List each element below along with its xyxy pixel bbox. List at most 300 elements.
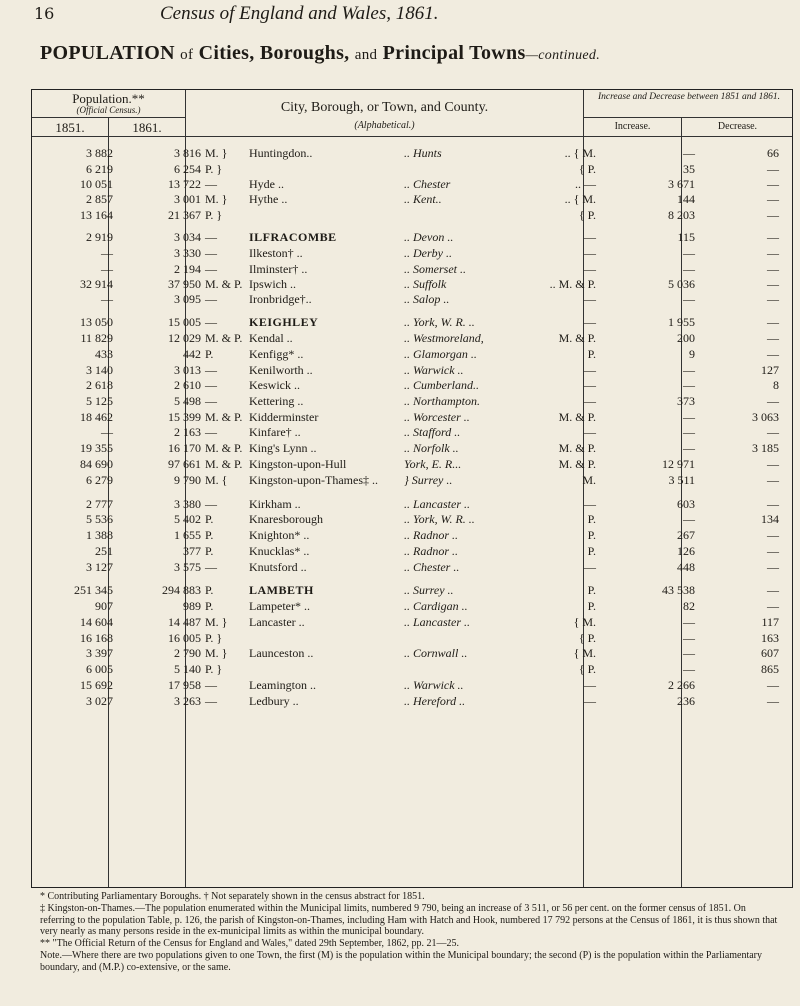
county-name: .. Cardigan .. xyxy=(404,599,468,613)
county-name: .. Derby .. xyxy=(404,246,452,260)
pop-1861: 97 661 xyxy=(168,457,201,471)
decrease-value: 134 xyxy=(761,512,779,526)
pop-1861: 2 194 xyxy=(174,262,201,276)
pop-1851: 16 168 xyxy=(80,631,113,645)
type-prefix: — xyxy=(205,678,217,692)
table-row xyxy=(31,560,793,576)
pop-1851: — xyxy=(101,292,113,306)
borough-type: — xyxy=(584,694,596,708)
pop-1851: 10 051 xyxy=(80,177,113,191)
county-name: .. Suffolk xyxy=(404,277,447,291)
table-row xyxy=(31,615,793,631)
table-row xyxy=(31,230,793,246)
increase-value: — xyxy=(683,246,695,260)
borough-type: — xyxy=(584,425,596,439)
county-name: .. Surrey .. xyxy=(404,583,454,597)
increase-value: — xyxy=(683,512,695,526)
increase-value: 603 xyxy=(677,497,695,511)
pop-1851: 3 882 xyxy=(86,146,113,160)
table-row xyxy=(31,246,793,262)
decrease-value: — xyxy=(767,425,779,439)
decrease-header: Decrease. xyxy=(717,121,758,132)
borough-type: .. — xyxy=(575,177,596,191)
title-rest: Cities, Boroughs, xyxy=(198,42,350,64)
type-prefix: — xyxy=(205,230,217,244)
change-header: Increase and Decrease between 1851 and 1861. xyxy=(597,92,781,102)
borough-type: .. { M. xyxy=(564,192,596,206)
type-prefix: — xyxy=(205,292,217,306)
decrease-value: — xyxy=(767,560,779,574)
increase-value: — xyxy=(683,662,695,676)
pop-1861: 17 958 xyxy=(168,678,201,692)
pop-1861: 3 095 xyxy=(174,292,201,306)
pop-1861: 3 034 xyxy=(174,230,201,244)
borough-type: — xyxy=(584,678,596,692)
title-main: POPULATION xyxy=(40,42,175,64)
borough-type: { M. xyxy=(573,615,596,629)
pop-1861: 13 722 xyxy=(168,177,201,191)
county-name: .. Warwick .. xyxy=(404,363,464,377)
type-prefix: M. & P. xyxy=(205,441,243,455)
increase-value: 35 xyxy=(683,162,695,176)
pop-1851: 3 397 xyxy=(86,646,113,660)
place-name: Kenilworth .. xyxy=(249,363,313,377)
decrease-value: 127 xyxy=(761,363,779,377)
increase-value: 267 xyxy=(677,528,695,542)
table-row xyxy=(31,394,793,410)
increase-value: — xyxy=(683,646,695,660)
borough-type: P. xyxy=(587,347,596,361)
increase-value: 373 xyxy=(677,394,695,408)
pop-1861: 15 399 xyxy=(168,410,201,424)
place-name: Ipswich .. xyxy=(249,277,296,291)
pop-1861: 12 029 xyxy=(168,331,201,345)
pop-1861: 2 790 xyxy=(174,646,201,660)
type-prefix: P. } xyxy=(205,162,223,176)
decrease-value: — xyxy=(767,177,779,191)
pop-1851: 15 692 xyxy=(80,678,113,692)
footnote: ‡ Kingston-on-Thames.—The population enumerated within the Municipal limits, numbered 9 790, being an increase of 3 511, or 56 per cent. on the former census of 1851. On referring to the population Table, p. 126, the parish of Kingston-on-Thames, including Ham with Hatch and Hook, numbered 17 792 persons at the Census of 1861, it is thus shown that very nearly as many persons reside in the ex-municipal limits as within the municipal boundary. xyxy=(40,902,778,938)
decrease-value: — xyxy=(767,694,779,708)
decrease-value: — xyxy=(767,192,779,206)
pop-1851: 6 005 xyxy=(86,662,113,676)
pop-1851: 1 388 xyxy=(86,528,113,542)
pop-1861: 294 883 xyxy=(162,583,201,597)
pop-1851: 251 345 xyxy=(74,583,113,597)
type-prefix: M. } xyxy=(205,615,228,629)
county-name: .. Chester xyxy=(404,177,451,191)
pop-1861: 3 575 xyxy=(174,560,201,574)
footnote: Note.—Where there are two populations given to one Town, the first (M) is the population within the Municipal boundary; the second (P) is the population within the Parliamentary boundary, and (M.P.) co-extensive, or the same. xyxy=(40,949,763,973)
table-row xyxy=(31,262,793,278)
type-prefix: — xyxy=(205,694,217,708)
decrease-value: 3 063 xyxy=(752,410,779,424)
county-name: .. Lancaster .. xyxy=(404,497,470,511)
type-prefix: — xyxy=(205,262,217,276)
pop-1861: 3 263 xyxy=(174,694,201,708)
pop-1851: 32 914 xyxy=(80,277,113,291)
increase-value: 12 971 xyxy=(662,457,695,471)
table-row xyxy=(31,497,793,513)
borough-type: — xyxy=(584,292,596,306)
pop-1851: 6 279 xyxy=(86,473,113,487)
type-prefix: — xyxy=(205,394,217,408)
decrease-value: 8 xyxy=(773,378,779,392)
borough-type: { P. xyxy=(578,208,596,222)
type-prefix: M. } xyxy=(205,146,228,160)
pop-1851: 3 127 xyxy=(86,560,113,574)
decrease-value: — xyxy=(767,331,779,345)
type-prefix: — xyxy=(205,246,217,260)
pop-1851: 18 462 xyxy=(80,410,113,424)
place-name: LAMBETH xyxy=(249,583,314,597)
pop-1861: 3 330 xyxy=(174,246,201,260)
county-name: } Surrey .. xyxy=(404,473,453,487)
increase-value: 126 xyxy=(677,544,695,558)
type-prefix: — xyxy=(205,425,217,439)
pop-1851: 19 355 xyxy=(80,441,113,455)
place-name: Knighton* .. xyxy=(249,528,310,542)
borough-type: — xyxy=(584,246,596,260)
pop-1851: 2 618 xyxy=(86,378,113,392)
pop-1861: 2 163 xyxy=(174,425,201,439)
place-name: Hythe .. xyxy=(249,192,288,206)
borough-type: P. xyxy=(587,599,596,613)
county-name: .. Stafford .. xyxy=(404,425,461,439)
borough-type: — xyxy=(584,497,596,511)
title-and: and xyxy=(354,47,378,63)
pop-1851: 907 xyxy=(95,599,113,613)
pop-1851: 2 777 xyxy=(86,497,113,511)
increase-value: — xyxy=(683,292,695,306)
pop-1861: 3 380 xyxy=(174,497,201,511)
place-name: Ilminster† .. xyxy=(249,262,308,276)
table-row xyxy=(31,528,793,544)
table-row xyxy=(31,208,793,224)
county-name: .. Chester .. xyxy=(404,560,460,574)
pop-1851: 5 125 xyxy=(86,394,113,408)
place-name: Kingston-upon-Hull xyxy=(249,457,347,471)
pop-1851: 3 140 xyxy=(86,363,113,377)
pop-1851: 13 164 xyxy=(80,208,113,222)
row-divider xyxy=(583,117,793,118)
table-row xyxy=(31,599,793,615)
increase-value: — xyxy=(683,146,695,160)
table-row xyxy=(31,363,793,379)
increase-value: 9 xyxy=(689,347,695,361)
pop-1851: 5 536 xyxy=(86,512,113,526)
table-row xyxy=(31,425,793,441)
type-prefix: M. & P. xyxy=(205,457,243,471)
pop-1861: 1 655 xyxy=(174,528,201,542)
borough-type: — xyxy=(584,315,596,329)
borough-type: — xyxy=(584,363,596,377)
title-rest2: Principal Towns xyxy=(382,42,526,64)
county-name: .. Westmoreland, xyxy=(404,331,484,345)
pop-1851: 433 xyxy=(95,347,113,361)
increase-value: — xyxy=(683,441,695,455)
borough-type: M. & P. xyxy=(558,410,596,424)
type-prefix: M. } xyxy=(205,646,228,660)
county-name: York, E. R... xyxy=(404,457,462,471)
table-row xyxy=(31,277,793,293)
pop-1851: 14 604 xyxy=(80,615,113,629)
decrease-value: — xyxy=(767,599,779,613)
type-prefix: P. } xyxy=(205,631,223,645)
increase-value: 5 036 xyxy=(668,277,695,291)
table-row xyxy=(31,678,793,694)
borough-type: { P. xyxy=(578,631,596,645)
increase-value: — xyxy=(683,631,695,645)
decrease-value: 117 xyxy=(761,615,779,629)
pop-1861: 3 001 xyxy=(174,192,201,206)
pop-1861: 15 005 xyxy=(168,315,201,329)
increase-value: 8 203 xyxy=(668,208,695,222)
increase-value: — xyxy=(683,410,695,424)
table-row xyxy=(31,512,793,528)
decrease-value: — xyxy=(767,277,779,291)
pop-1861: 37 950 xyxy=(168,277,201,291)
pop-1851: 13 050 xyxy=(80,315,113,329)
table-row xyxy=(31,457,793,473)
pop-1861: 2 610 xyxy=(174,378,201,392)
pop-1861: 3 013 xyxy=(174,363,201,377)
increase-value: — xyxy=(683,425,695,439)
decrease-value: — xyxy=(767,292,779,306)
borough-type: P. xyxy=(587,583,596,597)
official-census-label: (Official Census.) xyxy=(76,105,141,115)
borough-type: — xyxy=(584,230,596,244)
decrease-value: — xyxy=(767,544,779,558)
borough-type: M. & P. xyxy=(558,331,596,345)
table-row xyxy=(31,177,793,193)
place-name: Keswick .. xyxy=(249,378,300,392)
pop-1861: 16 005 xyxy=(168,631,201,645)
borough-type: — xyxy=(584,378,596,392)
place-name: Kirkham .. xyxy=(249,497,301,511)
pop-1861: 377 xyxy=(183,544,201,558)
borough-type: M. xyxy=(582,473,596,487)
increase-value: 3 671 xyxy=(668,177,695,191)
page-title xyxy=(40,42,600,65)
decrease-value: — xyxy=(767,678,779,692)
decrease-value: 163 xyxy=(761,631,779,645)
city-header: City, Borough, or Town, and County. xyxy=(280,100,489,115)
place-name: Hyde .. xyxy=(249,177,284,191)
increase-value: — xyxy=(683,615,695,629)
place-name: Kendal .. xyxy=(249,331,293,345)
increase-header: Increase. xyxy=(614,121,651,132)
borough-type: P. xyxy=(587,512,596,526)
year-1851-header: 1851. xyxy=(55,120,85,135)
table-row xyxy=(31,583,793,599)
place-name: Kenfigg* .. xyxy=(249,347,304,361)
place-name: Kettering .. xyxy=(249,394,304,408)
county-name: .. Somerset .. xyxy=(404,262,466,276)
footnotes xyxy=(40,891,780,974)
increase-value: — xyxy=(683,363,695,377)
table-row xyxy=(31,146,793,162)
pop-1861: 989 xyxy=(183,599,201,613)
alphabetical-label: (Alphabetical.) xyxy=(354,120,415,131)
county-name: .. Lancaster .. xyxy=(404,615,470,629)
type-prefix: — xyxy=(205,177,217,191)
pop-1851: 3 027 xyxy=(86,694,113,708)
pop-1851: 251 xyxy=(95,544,113,558)
table-row xyxy=(31,162,793,178)
pop-1861: 5 498 xyxy=(174,394,201,408)
county-name: .. Salop .. xyxy=(404,292,450,306)
increase-value: 115 xyxy=(677,230,695,244)
running-head: Census of England and Wales, 1861. xyxy=(160,3,439,24)
place-name: Lancaster .. xyxy=(249,615,305,629)
table-row xyxy=(31,192,793,208)
type-prefix: P. xyxy=(205,528,214,542)
place-name: Leamington .. xyxy=(249,678,316,692)
decrease-value: 3 185 xyxy=(752,441,779,455)
increase-value: 3 511 xyxy=(668,473,695,487)
county-name: .. Kent.. xyxy=(404,192,442,206)
county-name: .. Radnor .. xyxy=(404,544,458,558)
pop-1861: 21 367 xyxy=(168,208,201,222)
borough-type: { M. xyxy=(573,646,596,660)
borough-type: .. { M. xyxy=(564,146,596,160)
county-name: .. York, W. R. .. xyxy=(404,315,475,329)
table-row xyxy=(31,331,793,347)
header-divider xyxy=(32,136,792,137)
table-row xyxy=(31,410,793,426)
increase-value: 448 xyxy=(677,560,695,574)
county-name: .. Worcester .. xyxy=(404,410,470,424)
type-prefix: P. } xyxy=(205,662,223,676)
footnote: * Contributing Parliamentary Boroughs. † Not separately shown in the census abstract for 1851. xyxy=(40,891,425,902)
county-name: .. Hunts xyxy=(404,146,442,160)
place-name: Ilkeston† .. xyxy=(249,246,303,260)
place-name: Ledbury .. xyxy=(249,694,299,708)
footnote: ** "The Official Return of the Census for England and Wales," dated 29th September, 1862, pp. 21—25. xyxy=(40,938,460,950)
type-prefix: M. & P. xyxy=(205,410,243,424)
borough-type: — xyxy=(584,560,596,574)
place-name: Kinfare† .. xyxy=(249,425,301,439)
pop-1851: — xyxy=(101,425,113,439)
borough-type: — xyxy=(584,394,596,408)
pop-1861: 9 790 xyxy=(174,473,201,487)
decrease-value: — xyxy=(767,246,779,260)
borough-type: M. & P. xyxy=(558,441,596,455)
type-prefix: P. xyxy=(205,347,214,361)
borough-type: { P. xyxy=(578,162,596,176)
table-row xyxy=(31,378,793,394)
place-name: Knaresborough xyxy=(249,512,323,526)
decrease-value: — xyxy=(767,230,779,244)
table-row xyxy=(31,662,793,678)
pop-1851: 11 829 xyxy=(80,331,113,345)
pop-1861: 442 xyxy=(183,347,201,361)
decrease-value: — xyxy=(767,162,779,176)
type-prefix: — xyxy=(205,363,217,377)
pop-1851: — xyxy=(101,262,113,276)
county-name: .. York, W. R. .. xyxy=(404,512,475,526)
place-name: Ironbridge†.. xyxy=(249,292,312,306)
borough-type: { P. xyxy=(578,662,596,676)
increase-value: 43 538 xyxy=(662,583,695,597)
title-continued: —continued. xyxy=(525,48,601,63)
type-prefix: — xyxy=(205,560,217,574)
table-row xyxy=(31,441,793,457)
borough-type: .. M. & P. xyxy=(549,277,596,291)
page-number: 16 xyxy=(34,4,55,23)
title-of: of xyxy=(180,47,194,63)
table-row xyxy=(31,694,793,710)
type-prefix: M. & P. xyxy=(205,331,243,345)
type-prefix: P. } xyxy=(205,208,223,222)
decrease-value: — xyxy=(767,262,779,276)
increase-value: — xyxy=(683,378,695,392)
table-row xyxy=(31,631,793,647)
decrease-value: — xyxy=(767,583,779,597)
place-name: Lampeter* .. xyxy=(249,599,310,613)
place-name: Knutsford .. xyxy=(249,560,307,574)
place-name: ILFRACOMBE xyxy=(249,230,337,244)
type-prefix: M. } xyxy=(205,192,228,206)
type-prefix: M. { xyxy=(205,473,228,487)
type-prefix: P. xyxy=(205,544,214,558)
county-name: .. Glamorgan .. xyxy=(404,347,477,361)
decrease-value: — xyxy=(767,208,779,222)
pop-1861: 14 487 xyxy=(168,615,201,629)
decrease-value: 66 xyxy=(767,146,779,160)
borough-type: — xyxy=(584,262,596,276)
type-prefix: M. & P. xyxy=(205,277,243,291)
pop-1851: 84 690 xyxy=(80,457,113,471)
type-prefix: P. xyxy=(205,599,214,613)
increase-value: 236 xyxy=(677,694,695,708)
county-name: .. Radnor .. xyxy=(404,528,458,542)
place-name: KEIGHLEY xyxy=(249,315,319,329)
county-name: .. Hereford .. xyxy=(404,694,466,708)
type-prefix: P. xyxy=(205,512,214,526)
county-name: .. Warwick .. xyxy=(404,678,464,692)
increase-value: 2 266 xyxy=(668,678,695,692)
county-name: .. Devon .. xyxy=(404,230,454,244)
place-name: Kingston-upon-Thames‡ .. xyxy=(249,473,378,487)
county-name: .. Northampton. xyxy=(404,394,481,408)
increase-value: 1 955 xyxy=(668,315,695,329)
increase-value: — xyxy=(683,262,695,276)
place-name: Launceston .. xyxy=(249,646,314,660)
pop-1851: 6 219 xyxy=(86,162,113,176)
decrease-value: — xyxy=(767,497,779,511)
pop-1861: 5 140 xyxy=(174,662,201,676)
table-row xyxy=(31,473,793,489)
table-row xyxy=(31,315,793,331)
borough-type: P. xyxy=(587,528,596,542)
pop-1861: 6 254 xyxy=(174,162,201,176)
decrease-value: — xyxy=(767,394,779,408)
pop-1851: — xyxy=(101,246,113,260)
increase-value: 200 xyxy=(677,331,695,345)
decrease-value: — xyxy=(767,528,779,542)
place-name: Knucklas* .. xyxy=(249,544,310,558)
table-row xyxy=(31,292,793,308)
table-row xyxy=(31,544,793,560)
county-name: .. Cumberland.. xyxy=(404,378,479,392)
pop-1851: 2 919 xyxy=(86,230,113,244)
pop-1851: 2 857 xyxy=(86,192,113,206)
borough-type: P. xyxy=(587,544,596,558)
increase-value: 82 xyxy=(683,599,695,613)
pop-1861: 5 402 xyxy=(174,512,201,526)
